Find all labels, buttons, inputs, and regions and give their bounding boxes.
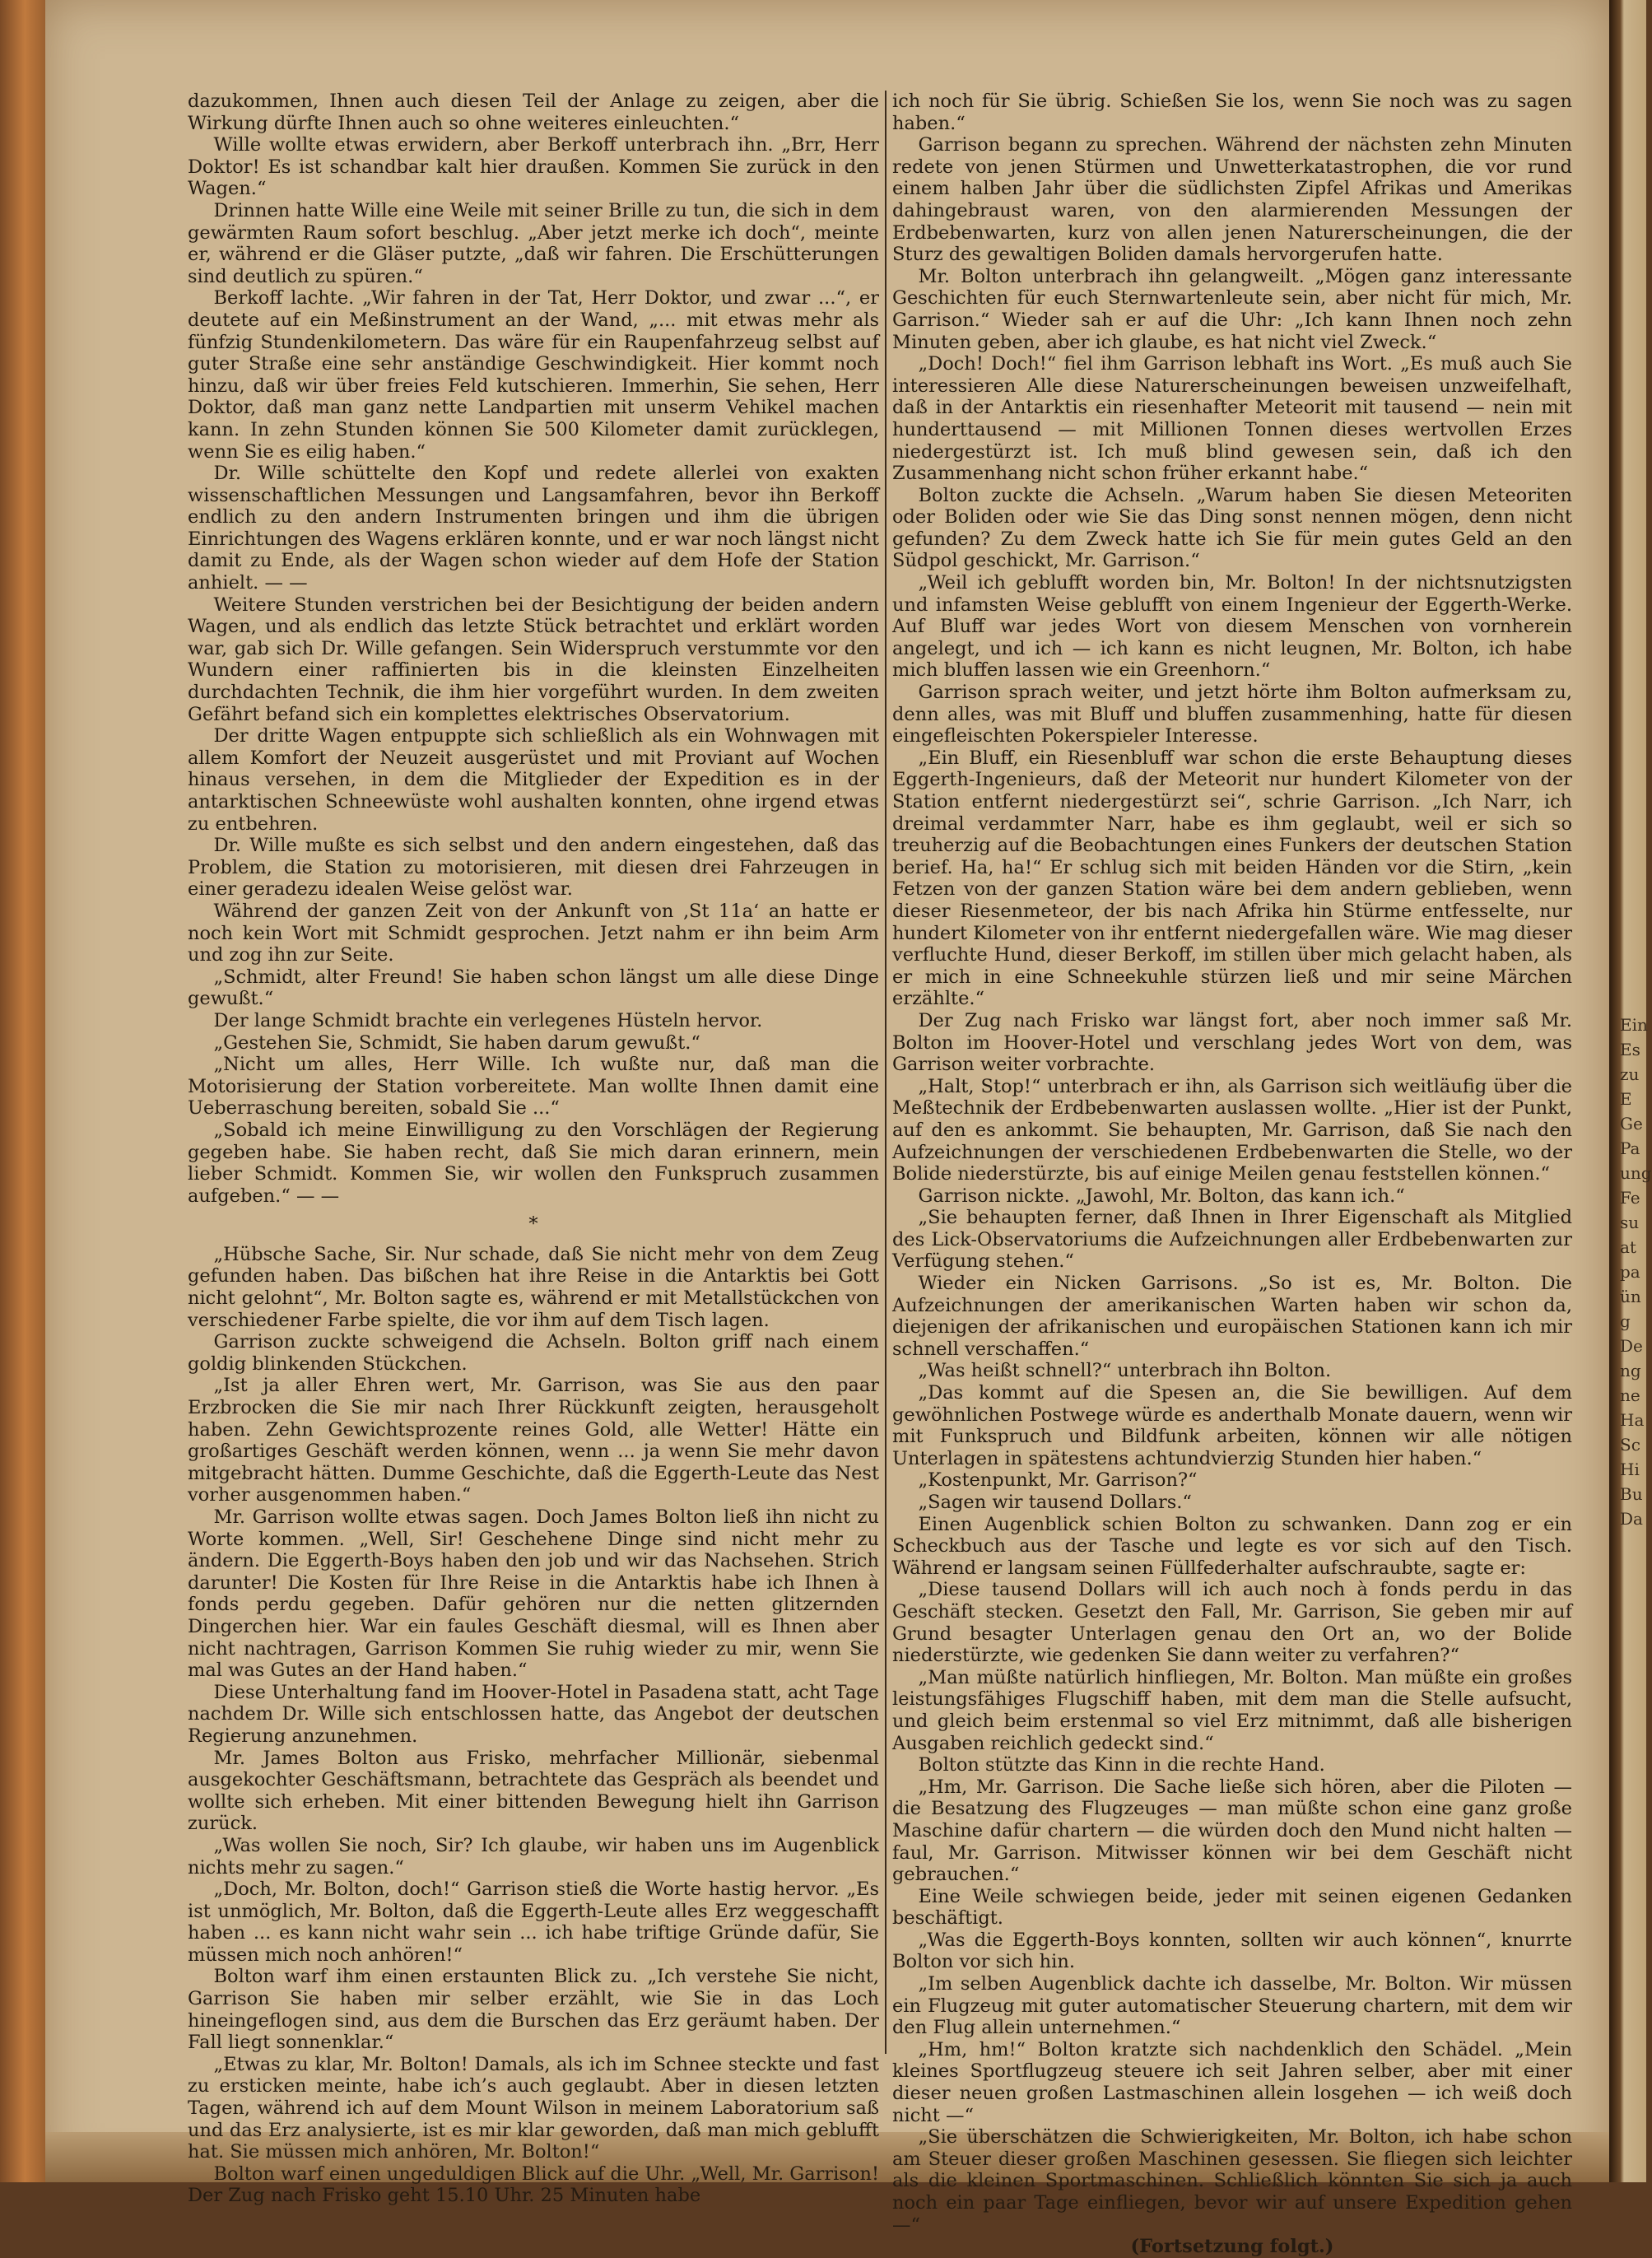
next-page-fragment: Da bbox=[1620, 1509, 1643, 1529]
next-page-fragment: g bbox=[1620, 1311, 1631, 1331]
paragraph: „Sie behaupten ferner, daß Ihnen in Ihrer Eigenschaft als Mitglied des Lick-Observatoriums die Aufzeichnungen aller Erdbebenwarten zur Verfügung stehen.“ bbox=[892, 1207, 1572, 1273]
paragraph: Dr. Wille schüttelte den Kopf und redete allerlei von exakten wissenschaftlichen Messungen und Langsamfahren, bevor ihn Berkoff endlich zu den andern Instrumenten bringen und ihm die übrigen Einrichtungen des Wagens erklären konnte, und er war noch längst nicht damit zu Ende, als der Wagen schon wieder auf dem Hofe der Station anhielt. — — bbox=[188, 463, 879, 594]
paragraph: Bolton warf ihm einen erstaunten Blick zu. „Ich verstehe Sie nicht, Garrison Sie haben mir selber erzählt, wie Sie in das Loch hineingeflogen sind, aus dem die Burschen das Erz geräumt haben. Der Fall liegt sonnenklar.“ bbox=[188, 1966, 879, 2054]
paragraph: Wieder ein Nicken Garrisons. „So ist es, Mr. Bolton. Die Aufzeichnungen der amerikanischen Warten haben wir schon da, diejenigen der afrikanischen und europäischen Stationen kann ich mir schnell verschaffen.“ bbox=[892, 1273, 1572, 1360]
next-page-fragment: Ge bbox=[1620, 1114, 1643, 1134]
next-page-fragments bbox=[1620, 1013, 1652, 1753]
next-page-fragment: Es bbox=[1620, 1040, 1640, 1059]
paragraph: Mr. Garrison wollte etwas sagen. Doch James Bolton ließ ihn nicht zu Worte kommen. „Well, Sir! Geschehene Dinge sind nicht mehr zu ändern. Die Eggerth-Boys haben den job und wir das Nachsehen. Strich darunter! Die Kosten für Ihre Reise in die Antarktis habe ich Ihnen à fonds perdu gegeben. Dafür gehören nur die netten glitzernden Dingerchen hier. War ein faules Geschäft diesmal, will es Ihnen aber nicht nachtragen, Garrison Kommen Sie ruhig wieder zu mir, wenn Sie mal was Gutes an der Hand haben.“ bbox=[188, 1506, 879, 1682]
paragraph: „Hm, hm!“ Bolton kratzte sich nachdenklich den Schädel. „Mein kleines Sportflugzeug steuere ich seit Jahren selber, aber mit einer dieser neuen großen Lastmaschinen allein losgehen — ich weiß doch nicht —“ bbox=[892, 2038, 1572, 2126]
paragraph: „Was heißt schnell?“ unterbrach ihn Bolton. bbox=[918, 1360, 1332, 1382]
paragraph: Dr. Wille mußte es sich selbst und den andern eingestehen, daß das Problem, die Station zu motorisieren, mit diesen drei Fahrzeugen in einer geradezu idealen Weise gelöst war. bbox=[188, 835, 879, 901]
next-page-fragment: zu bbox=[1620, 1064, 1640, 1084]
paragraph: „Diese tausend Dollars will ich auch noch à fonds perdu in das Geschäft stecken. Gesetzt den Fall, Mr. Garrison, Sie geben mir auf Grund besagter Unterlagen genau den Ort an, wo der Bolide niederstürzte, wie gedenken Sie dann weiter zu verfahren?“ bbox=[892, 1579, 1572, 1667]
paragraph: Eine Weile schwiegen beide, jeder mit seinen eigenen Gedanken beschäftigt. bbox=[892, 1885, 1572, 1930]
next-page-fragment: Sc bbox=[1620, 1435, 1640, 1455]
paragraph: Berkoff lachte. „Wir fahren in der Tat, Herr Doktor, und zwar ...“, er deutete auf ein Meßinstrument an der Wand, „... mit etwas mehr als fünfzig Stundenkilometern. Das wäre für ein Raupenfahrzeug selbst auf guter Straße eine sehr anständige Geschwindigkeit. Hier kommt noch hinzu, daß wir über freies Feld kutschieren. Immerhin, Sie sehen, Herr Doktor, daß man ganz nette Landpartien mit unserm Vehikel machen kann. In zehn Stunden können Sie 500 Kilometer damit zurücklegen, wenn Sie es eilig haben.“ bbox=[188, 287, 879, 463]
paragraph: „Ein Bluff, ein Riesenbluff war schon die erste Behauptung dieses Eggerth-Ingenieurs, daß der Meteorit nur hundert Kilometer von der Station entfernt niedergestürzt sei“, schrie Garrison. „Ich Narr, ich dreimal verdammter Narr, habe es ihm geglaubt, weil er sich so treuherzig auf die Beobachtungen eines Funkers der deutschen Station berief. Ha, ha!“ Er schlug sich mit beiden Händen vor die Stirn, „kein Fetzen von der ganzen Station wäre bei dem andern geblieben, wenn dieser Riesenmeteor, der bis nach Afrika hin Stürme entfesselte, nur hundert Kilometer von ihr entfernt niedergefallen wäre. Wie mag dieser verfluchte Hund, dieser Berkoff, im stillen über mich gelacht haben, als er mich in eine Schneekuhle stürzen ließ und mir seine Märchen erzählte.“ bbox=[892, 747, 1572, 1010]
next-page-fragment: su bbox=[1620, 1213, 1640, 1232]
next-page-fragment: pa bbox=[1620, 1262, 1640, 1282]
next-page-fragment: Fe bbox=[1620, 1188, 1640, 1208]
paragraph: Garrison begann zu sprechen. Während der nächsten zehn Minuten redete von jenen Stürmen und Unwetterkatastrophen, die vor rund einem halben Jahr über die südlichsten Zipfel Afrikas und Amerikas dahingebraust waren, von den alarmierenden Messungen der Erdbebenwarten, kurz von allen jenen Naturerscheinungen, die der Sturz des gewaltigen Boliden damals hervorgerufen hatte. bbox=[892, 134, 1572, 266]
next-page-fragment: Bu bbox=[1620, 1484, 1643, 1504]
continued-note: (Fortsetzung folgt.) bbox=[1130, 2236, 1334, 2258]
paragraph: Diese Unterhaltung fand im Hoover-Hotel in Pasadena statt, acht Tage nachdem Dr. Wille sich entschlossen hatte, das Angebot der deutschen Regierung anzunehmen. bbox=[188, 1681, 879, 1747]
paragraph: Bolton warf einen ungeduldigen Blick auf die Uhr. „Well, Mr. Garrison! Der Zug nach Frisko geht 15.10 Uhr. 25 Minuten habe bbox=[188, 2163, 879, 2207]
next-page-fragment: E bbox=[1620, 1089, 1632, 1109]
next-page-fragment: at bbox=[1620, 1237, 1636, 1257]
section-break-asterisk: * bbox=[528, 1213, 538, 1236]
paragraph: „Sobald ich meine Einwilligung zu den Vorschlägen der Regierung gegeben habe. Sie haben recht, daß Sie mich daran erinnern, mein lieber Schmidt. Kommen Sie, wir wollen den Funkspruch zusammen aufgeben.“ — — bbox=[188, 1119, 879, 1207]
paragraph: Garrison zuckte schweigend die Achseln. Bolton griff nach einem goldig blinkenden Stückchen. bbox=[188, 1331, 879, 1375]
book-left-edge bbox=[0, 0, 45, 2182]
paragraph: „Hübsche Sache, Sir. Nur schade, daß Sie nicht mehr von dem Zeug gefunden haben. Das bißchen hat ihre Reise in die Antarktis bei Gott nicht gelohnt“, Mr. Bolton sagte es, während er mit Metallstückchen von verschiedener Farbe spielte, die vor ihm auf dem Tisch lagen. bbox=[188, 1243, 879, 1331]
left-text-column bbox=[188, 91, 879, 2207]
next-page-fragment: ung bbox=[1620, 1163, 1652, 1183]
paragraph: Bolton stützte das Kinn in die rechte Hand. bbox=[918, 1754, 1325, 1776]
paragraph: Garrison nickte. „Jawohl, Mr. Bolton, das kann ich.“ bbox=[918, 1185, 1405, 1207]
paragraph: Einen Augenblick schien Bolton zu schwanken. Dann zog er ein Scheckbuch aus der Tasche und legte es vor sich auf den Tisch. Während er langsam seinen Füllfederhalter aufschraubte, sagte er: bbox=[892, 1513, 1572, 1579]
paragraph: „Das kommt auf die Spesen an, die Sie bewilligen. Auf dem gewöhnlichen Postwege würde es anderthalb Monate dauern, wenn wir mit Funkspruch und Bildfunk arbeiten, können wir alle nötigen Unterlagen in spätestens achtundvierzig Stunden hier haben.“ bbox=[892, 1382, 1572, 1469]
paragraph: „Gestehen Sie, Schmidt, Sie haben darum gewußt.“ bbox=[213, 1031, 700, 1054]
paragraph: dazukommen, Ihnen auch diesen Teil der Anlage zu zeigen, aber die Wirkung dürfte Ihnen auch so ohne weiteres einleuchten.“ bbox=[188, 91, 879, 134]
paragraph: Weitere Stunden verstrichen bei der Besichtigung der beiden andern Wagen, und als endlich das letzte Stück betrachtet und erklärt worden war, gab sich Dr. Wille gefangen. Sein Widerspruch verstummte vor den Wundern einer raffinierten bis in die kleinsten Einzelheiten durchdachten Technik, die ihm hier vorgeführt wurden. In dem zweiten Gefährt befand sich ein komplettes elektrisches Observatorium. bbox=[188, 594, 879, 725]
paragraph: „Ist ja aller Ehren wert, Mr. Garrison, was Sie aus den paar Erzbrocken die Sie mir nach Ihrer Rückkunft zeigten, herausgeholt haben. Zehn Gewichtsprozente reines Gold, alle Wetter! Hätte ein großartiges Geschäft werden können, wenn ... ja wenn Sie mehr davon mitgebracht hätten. Dumme Geschichte, daß die Eggerth-Leute das Nest vorher ausgenommen haben.“ bbox=[188, 1375, 879, 1506]
next-page-fragment: Ha bbox=[1620, 1410, 1645, 1430]
paragraph: Garrison sprach weiter, und jetzt hörte ihm Bolton aufmerksam zu, denn alles, was mit Bluff und bluffen zusammenhing, hatte für diesen eingefleischten Pokerspieler Interesse. bbox=[892, 682, 1572, 747]
paragraph: „Hm, Mr. Garrison. Die Sache ließe sich hören, aber die Piloten — die Besatzung des Flugzeuges — man müßte schon eine ganz große Maschine dafür chartern — die würden doch den Mund nicht halten — faul, Mr. Garrison. Mitwisser können wir bei dem Geschäft nicht gebrauchen.“ bbox=[892, 1776, 1572, 1886]
paragraph: „Nicht um alles, Herr Wille. Ich wußte nur, daß man die Motorisierung der Station vorbereitete. Man wollte Ihnen damit eine Ueberraschung bereiten, sobald Sie ...“ bbox=[188, 1054, 879, 1120]
next-page-fragment: ng bbox=[1620, 1361, 1641, 1380]
next-page-fragment: ün bbox=[1620, 1287, 1641, 1306]
paragraph: „Schmidt, alter Freund! Sie haben schon längst um alle diese Dinge gewußt.“ bbox=[188, 966, 879, 1010]
paragraph: Der lange Schmidt brachte ein verlegenes Hüsteln hervor. bbox=[213, 1009, 763, 1031]
paragraph: Mr. James Bolton aus Frisko, mehrfacher Millionär, siebenmal ausgekochter Geschäftsmann, betrachtete das Gespräch als beendet und wollte sich erheben. Mit einer bittenden Bewegung hielt ihn Garrison zurück. bbox=[188, 1747, 879, 1835]
next-page-fragment: De bbox=[1620, 1336, 1643, 1356]
paragraph: „Halt, Stop!“ unterbrach er ihn, als Garrison sich weitläufig über die Meßtechnik der Erdbebenwarten auslassen wollte. „Hier ist der Punkt, auf den es ankommt. Sie behaupten, Mr. Garrison, daß Sie nach den Aufzeichnungen der verschiedenen Erdbebenwarten die Stelle, wo der Bolide niederstürzte, bis auf einige Meilen genau feststellen können.“ bbox=[892, 1075, 1572, 1185]
paragraph: „Was wollen Sie noch, Sir? Ich glaube, wir haben uns im Augenblick nichts mehr zu sagen.“ bbox=[188, 1834, 879, 1879]
paragraph: „Kostenpunkt, Mr. Garrison?“ bbox=[918, 1469, 1198, 1492]
right-text-column bbox=[892, 91, 1572, 2258]
paragraph: Der Zug nach Frisko war längst fort, aber noch immer saß Mr. Bolton im Hoover-Hotel und verschlang jedes Wort von dem, was Garrison weiter vorbrachte. bbox=[892, 1009, 1572, 1076]
next-page-fragment: ne bbox=[1620, 1385, 1640, 1405]
paragraph: Der dritte Wagen entpuppte sich schließlich als ein Wohnwagen mit allem Komfort der Neuzeit ausgerüstet und mit Proviant auf Wochen hinaus versehen, in dem die Mitglieder der Expedition es in der antarktischen Schneewüste wohl aushalten konnten, ohne irgend etwas zu entbehren. bbox=[188, 725, 879, 835]
next-page-fragment: Ein bbox=[1620, 1015, 1648, 1035]
next-page-fragment: Hi bbox=[1620, 1460, 1640, 1479]
paragraph: „Doch! Doch!“ fiel ihm Garrison lebhaft ins Wort. „Es muß auch Sie interessieren Alle diese Naturerscheinungen beweisen unzweifelhaft, daß in der Antarktis ein riesenhafter Meteorit mit tausend — nein mit hunderttausend — mit Millionen Tonnen dieses wertvollen Erzes niedergestürzt ist. Ich muß blind gewesen sein, daß ich den Zusammenhang nicht schon früher erkannt habe.“ bbox=[892, 353, 1572, 485]
paragraph: „Sagen wir tausend Dollars.“ bbox=[918, 1492, 1192, 1513]
paragraph: „Man müßte natürlich hinfliegen, Mr. Bolton. Man müßte ein großes leistungsfähiges Flugschiff haben, mit dem man die Stelle aufsucht, und gleich beim erstenmal so viel Erz mitnimmt, daß alle bisherigen Ausgaben reichlich gedeckt sind.“ bbox=[892, 1666, 1572, 1754]
next-page-fragment: Pa bbox=[1620, 1138, 1640, 1158]
paragraph: „Im selben Augenblick dachte ich dasselbe, Mr. Bolton. Wir müssen ein Flugzeug mit guter automatischer Steuerung chartern, mit dem wir den Flug allein unternehmen.“ bbox=[892, 1973, 1572, 2039]
paragraph: „Weil ich geblufft worden bin, Mr. Bolton! In der nichtsnutzigsten und infamsten Weise geblufft von einem Ingenieur der Eggerth-Werke. Auf Bluff war jedes Wort von diesem Menschen von vornherein angelegt, und ich — ich kann es nicht leugnen, Mr. Bolton, ich habe mich bluffen lassen wie ein Greenhorn.“ bbox=[892, 572, 1572, 682]
paragraph: „Sie überschätzen die Schwierigkeiten, Mr. Bolton, ich habe schon am Steuer dieser großen Maschinen gesessen. Sie fliegen sich leichter als die kleinen Sportmaschinen. Schließlich könnten Sie sich ja auch noch ein paar Tage einfliegen, bevor wir auf unsere Expedition gehen —“ bbox=[892, 2126, 1572, 2236]
paragraph: „Etwas zu klar, Mr. Bolton! Damals, als ich im Schnee steckte und fast zu ersticken meinte, habe ich’s auch geglaubt. Aber in diesen letzten Tagen, während ich auf dem Mount Wilson in meinem Laboratorium saß und das Erz analysierte, ist es mir klar geworden, daß man mich geblufft hat. Sie müssen mich anhören, Mr. Bolton!“ bbox=[188, 2053, 879, 2163]
paragraph: „Was die Eggerth-Boys konnten, sollten wir auch können“, knurrte Bolton vor sich hin. bbox=[892, 1929, 1572, 1973]
paragraph: Mr. Bolton unterbrach ihn gelangweilt. „Mögen ganz interessante Geschichten für euch Sternwartenleute sein, aber nicht für mich, Mr. Garrison.“ Wieder sah er auf die Uhr: „Ich kann Ihnen noch zehn Minuten geben, aber ich glaube, es hat nicht viel Zweck.“ bbox=[892, 265, 1572, 353]
paragraph: ich noch für Sie übrig. Schießen Sie los, wenn Sie noch was zu sagen haben.“ bbox=[892, 91, 1572, 134]
paragraph: Bolton zuckte die Achseln. „Warum haben Sie diesen Meteoriten oder Boliden oder wie Sie das Ding sonst nennen mögen, denn nicht gefunden? Zu dem Zweck hatte ich Sie für mein gutes Geld an den Südpol geschickt, Mr. Garrison.“ bbox=[892, 484, 1572, 572]
paragraph: Wille wollte etwas erwidern, aber Berkoff unterbrach ihn. „Brr, Herr Doktor! Es ist schandbar kalt hier draußen. Kommen Sie zurück in den Wagen.“ bbox=[188, 134, 879, 200]
paragraph: Während der ganzen Zeit von der Ankunft von ‚St 11a‘ an hatte er noch kein Wort mit Schmidt gesprochen. Jetzt nahm er ihn beim Arm und zog ihn zur Seite. bbox=[188, 900, 879, 966]
column-divider bbox=[885, 91, 886, 2054]
paragraph: „Doch, Mr. Bolton, doch!“ Garrison stieß die Worte hastig hervor. „Es ist unmöglich, Mr. Bolton, daß die Eggerth-Leute alles Erz weggeschafft haben ... es kann nicht wahr sein ... ich habe triftige Gründe dafür, Sie müssen mich noch anhören!“ bbox=[188, 1879, 879, 1966]
paragraph: Drinnen hatte Wille eine Weile mit seiner Brille zu tun, die sich in dem gewärmten Raum sofort beschlug. „Aber jetzt merke ich doch“, meinte er, während er die Gläser putzte, „daß wir fahren. Die Erschütterungen sind deutlich zu spüren.“ bbox=[188, 199, 879, 287]
